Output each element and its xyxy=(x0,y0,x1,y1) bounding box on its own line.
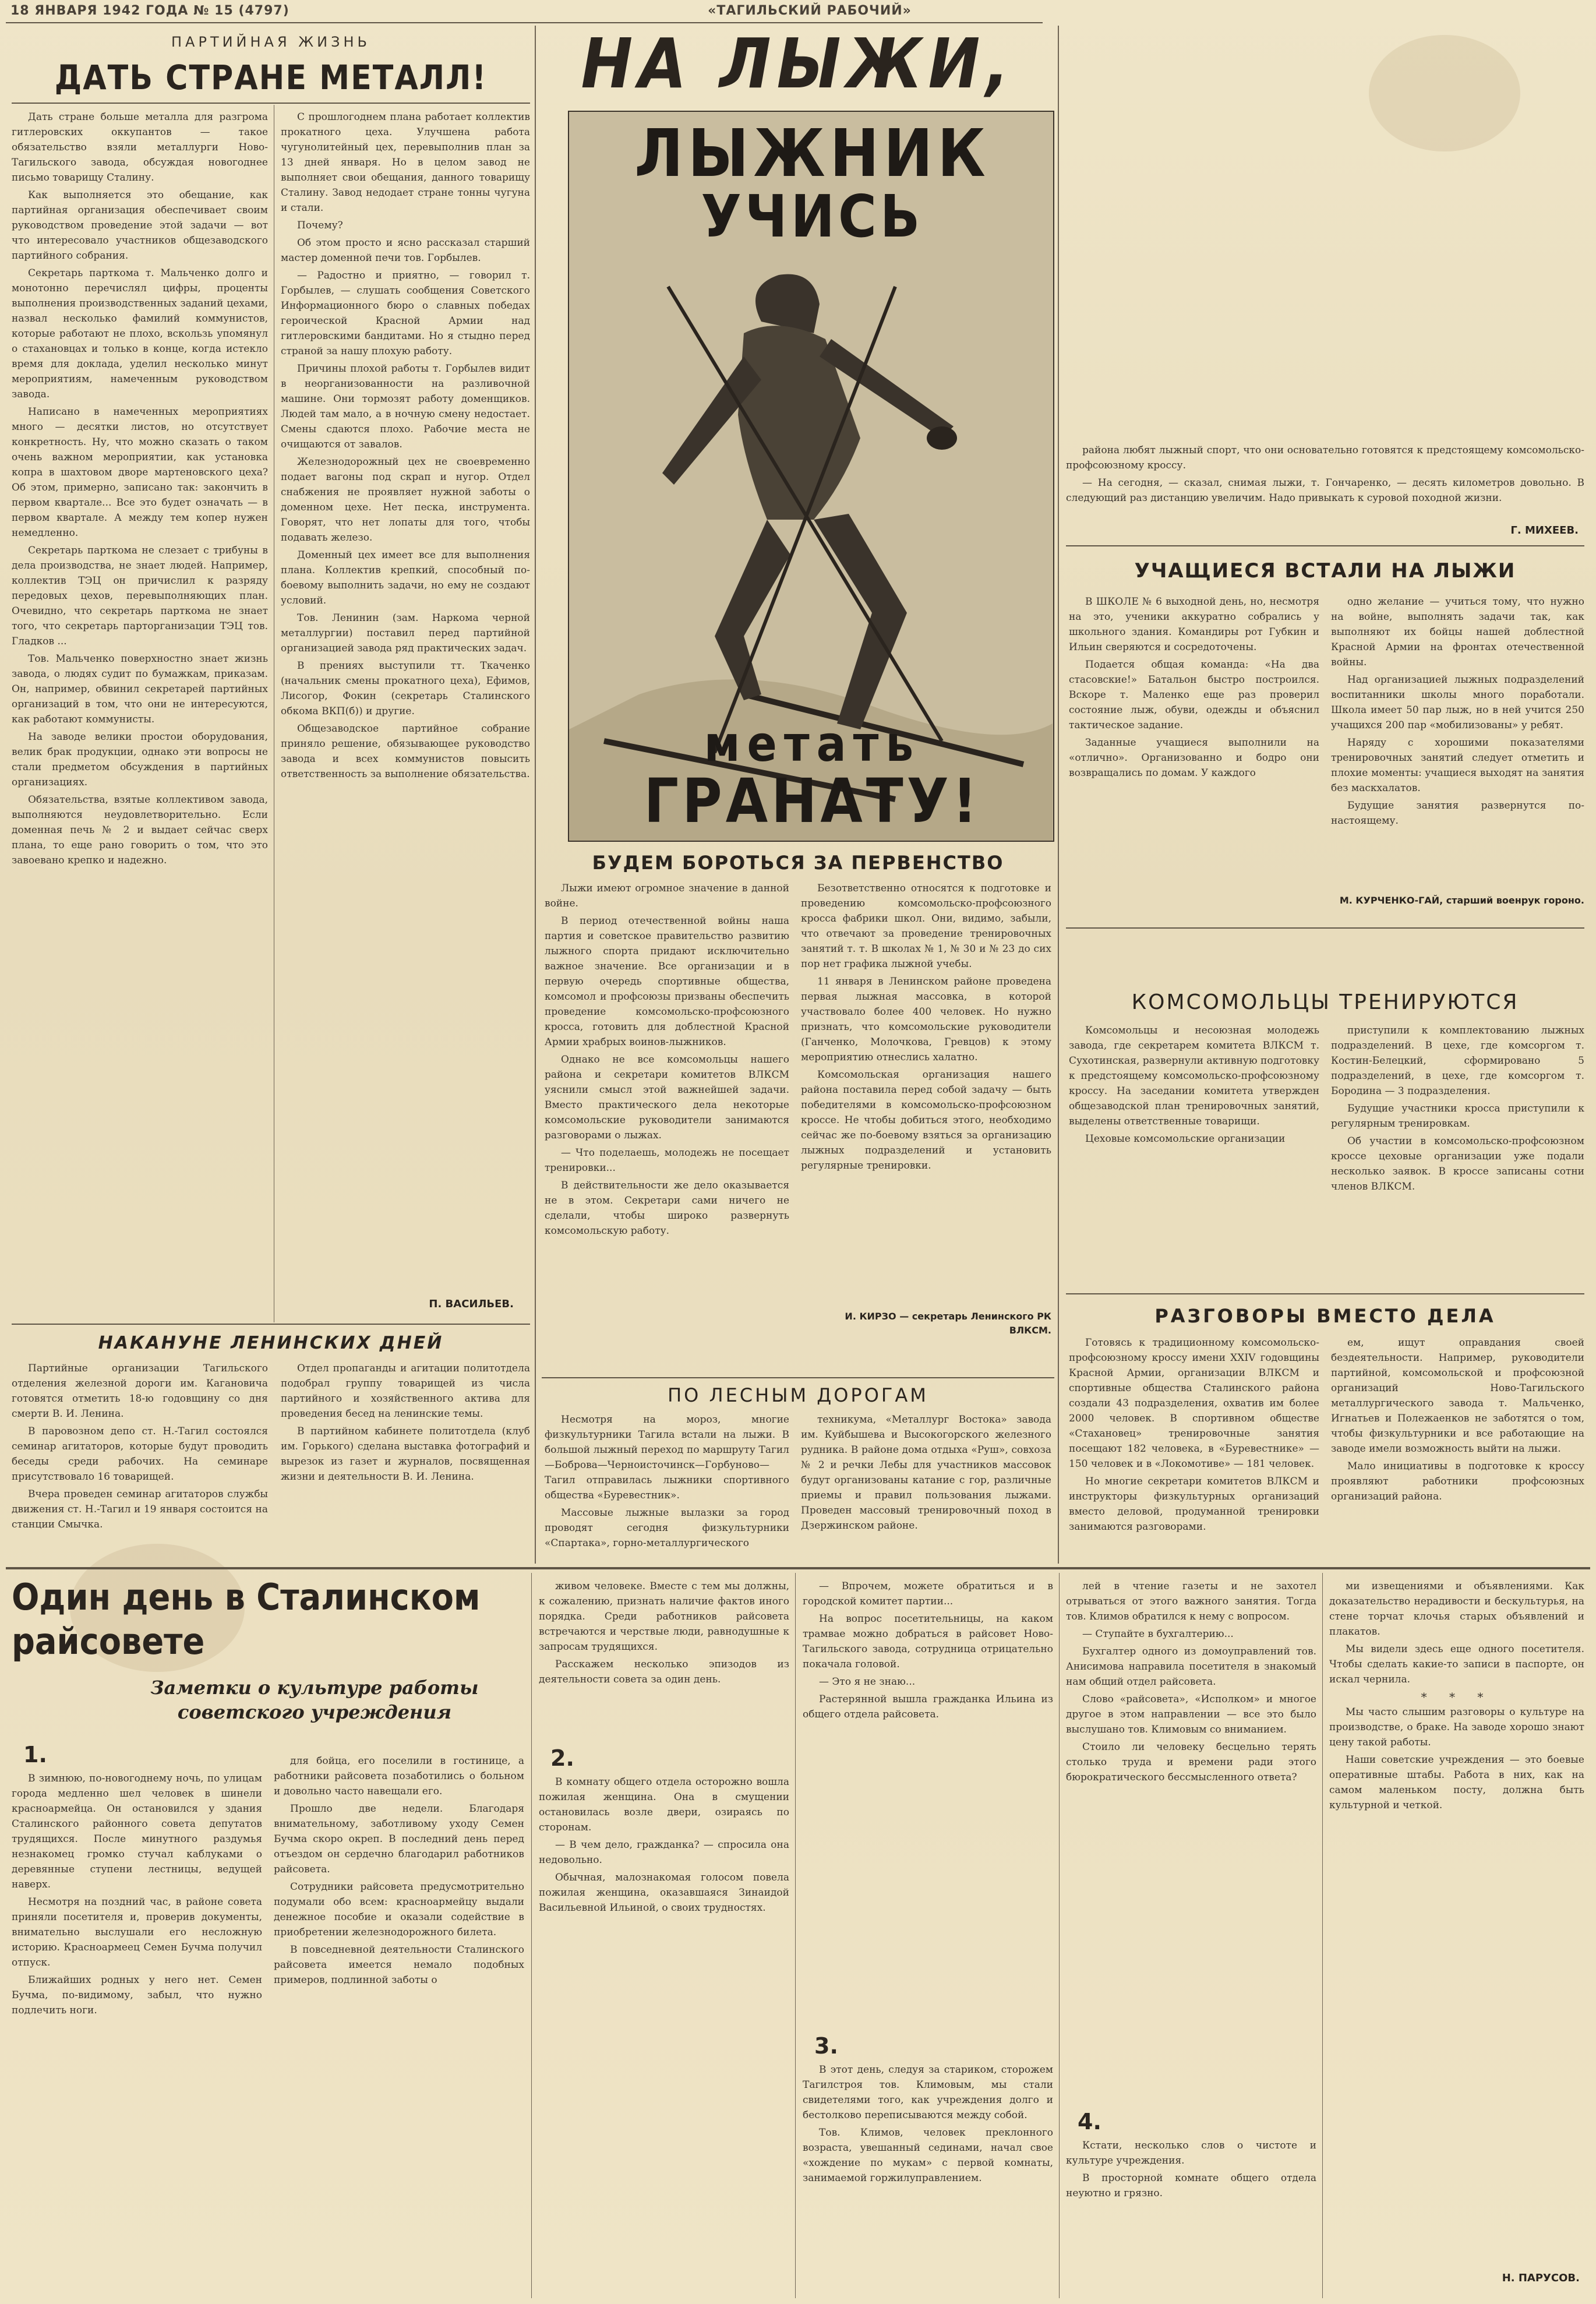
paragraph: На вопрос посетительницы, на каком трамвае можно добраться в райсовет Ново-Тагильского завода, сотрудница отрицательно покачала головой. xyxy=(803,1613,1053,1670)
paragraph: Секретарь парткома т. Мальченко долго и монотонно перечислял цифры, проценты выполнения производственных заданий цехами, назвал несколько фамилий коммунистов, которые работают не плохо, вскользь упомянул о стахановцах и только в конце, когда истекло время для доклада, уделил несколько минут мероприятиям, намеченным руководством завода. xyxy=(12,267,268,400)
article-subtitle-sovet: Заметки о культуре работы советского учреждения xyxy=(150,1677,479,1723)
article-right-continuation xyxy=(1066,443,1584,518)
column-rule xyxy=(531,1573,532,2298)
article-sovet-col1 xyxy=(12,1771,262,2298)
paragraph: техникума, «Металлург Востока» завода им. Куйбышева и Высокогорского железного рудника. В районе дома отдыха «Руш», совхоза № 2 и речки Лебы для участников массовок будут организованы катание с гор, различные приемы и правил пользования лыжами. Проведен массовый тренировочный поход в Дзержинском районе. xyxy=(801,1414,1051,1532)
paragraph: Мы часто слышим разговоры о культуре на производстве, о браке. На заводе хорошо знают цену такой работы. xyxy=(1329,1706,1584,1748)
paragraph: Будущие участники кросса приступили к регулярным тренировкам. xyxy=(1331,1103,1584,1130)
paragraph: Как выполняется это обещание, как партийная организация обеспечивает своим руководством проведение этой задачи — вот что интересовало участников общезаводского партийного собрания. xyxy=(12,189,268,262)
article-metal-col2 xyxy=(281,110,530,1286)
paragraph: В прениях выступили тт. Ткаченко (начальник смены прокатного цеха), Ефимов, Лисогор, Фокин (секретарь Сталинского обкома ВКП(б)) и другие. xyxy=(281,660,530,717)
paragraph: В повседневной деятельности Сталинского райсовета имеется немало подобных примеров, подлинной заботы о xyxy=(274,1944,524,1986)
article-sovet-col6 xyxy=(1329,1579,1584,2260)
paragraph: Готовясь к традиционному комсомольско-профсоюзному кроссу имени XXIV годовщины Красной Армии, организации ВЛКСМ и спортивные общества Сталинского района создали 43 подразделения, охватив им более 2000 человек. В спортивном обществе «Стахановец» тренировочные занятия посещают 182 человека, в «Буревестнике» — 150 человек и в «Локомотиве» — 181 человек. xyxy=(1069,1337,1319,1470)
article-sovet-col5 xyxy=(1066,1579,1316,2103)
title-rule xyxy=(12,103,530,104)
paragraph: Почему? xyxy=(297,220,343,231)
article-sovet-col5-bottom xyxy=(1066,2138,1316,2298)
paragraph: Причины плохой работы т. Горбылев видит в неорганизованности на разливочной машине. Они тормозят работу доменщиков. Людей там мало, а в ночную смену недостает. Смены сдаются плохо. Рабочие места не очищаются от завалов. xyxy=(281,363,530,450)
paragraph: В комнату общего отдела осторожно вошла пожилая женщина. Она в смущении остановилась возле двери, озираясь по сторонам. xyxy=(539,1776,789,1833)
paragraph: В паровозном депо ст. Н.-Тагил состоялся семинар агитаторов, которые будут проводить беседы среди рабочих. На семинаре присутствовало 16 товарищей. xyxy=(12,1426,268,1483)
section-rule xyxy=(542,1377,1054,1378)
poster-line-learn: УЧИСЬ xyxy=(701,182,924,250)
paragraph: Цеховые комсомольские организации xyxy=(1085,1133,1286,1145)
paragraph: Вчера проведен семинар агитаторов службы движения ст. Н.-Тагил и 19 января состоится на станции Смычка. xyxy=(12,1488,268,1530)
article-title-talk: РАЗГОВОРЫ ВМЕСТО ДЕЛА xyxy=(1154,1305,1496,1327)
paragraph: Несмотря на мороз, многие физкультурники Тагила встали на лыжи. В большой лыжный переход по маршруту Тагил—Боброва—Черноисточинск—Горбуново—Тагил отправилась лыжники спортивного общества «Буревестник». xyxy=(545,1414,789,1501)
paragraph: На заводе велики простои оборудования, велик брак продукции, однако эти вопросы не стали предметом обсуждения в партийных организациях. xyxy=(12,731,268,788)
paragraph: — Ступайте в бухгалтерию... xyxy=(1082,1628,1234,1640)
article-lenin-col2 xyxy=(281,1361,530,1559)
paragraph: — Это я не знаю... xyxy=(819,1676,916,1688)
article-metal-col1 xyxy=(12,110,268,1315)
paragraph: приступили к комплектованию лыжных подразделений. В цехе, где комсоргом т. Костин-Белецкий, сформировано 5 подразделений, в цехе, где комсоргом т. Бородина — 3 подразделения. xyxy=(1331,1025,1584,1097)
article-first-col1 xyxy=(545,881,789,1376)
article-forest-col1 xyxy=(545,1412,789,1558)
paragraph: Бухгалтер одного из домоуправлений тов. Анисимова направила посетителя в знакомый нам общий отдел райсовета. xyxy=(1066,1646,1316,1688)
column-rule xyxy=(1059,1573,1060,2298)
signature-mikheev: Г. МИХЕЕВ. xyxy=(1510,524,1579,537)
article-title-sovet: Один день в Сталинском райсовете xyxy=(12,1576,481,1663)
paper-name: «ТАГИЛЬСКИЙ РАБОЧИЙ» xyxy=(708,3,912,18)
poster-line-throw: метать xyxy=(704,715,921,772)
paragraph: Мы видели здесь еще одного посетителя. Чтобы сделать какие-то записи в паспорте, он искал чернила. xyxy=(1329,1643,1584,1685)
article-sovet-col3 xyxy=(539,1774,789,2298)
paragraph: Наряду с хорошими показателями тренировочных занятий следует отметить и плохие моменты: учащиеся выходят на занятия без маскхалатов. xyxy=(1331,737,1584,794)
paragraph: ем, ищут оправдания своей бездеятельности. Например, руководители партийной, комсомольской и профсоюзной организаций Ново-Тагильского металлургического завода т. Мальченко, Игнатьев и Полежаенков не заботятся о том, чтобы физкультурники и все работающие на заводе имели возможность выйти на лыжи. xyxy=(1331,1337,1584,1455)
paragraph: живом человеке. Вместе с тем мы должны, к сожалению, признать наличие фактов иного порядка. Среди работников райсовета встречаются и черствые люди, равнодушные к запросам трудящихся. xyxy=(539,1580,789,1653)
paragraph: Несмотря на поздний час, в районе совета приняли посетителя и, проверив документы, внимательно выслушали его несложную историю. Красноармеец Семен Бучма получил отпуск. xyxy=(12,1896,262,1968)
signature-parusov: Н. ПАРУСОВ. xyxy=(1502,2272,1580,2284)
paragraph: — В чем дело, гражданка? — спросила она недовольно. xyxy=(539,1839,789,1866)
article-forest-col2 xyxy=(801,1412,1051,1558)
paragraph: Дать стране больше металла для разгрома гитлеровских оккупантов — такое обязательство взяли металлурги Ново-Тагильского завода, обсуждая новогоднее письмо товарищу Сталину. xyxy=(12,111,268,184)
article-komsomol-col1 xyxy=(1069,1023,1319,1303)
signature-kurchenko: М. КУРЧЕНКО-ГАЙ, старший военрук гороно. xyxy=(1339,895,1584,906)
rubric-party-life: ПАРТИЙНАЯ ЖИЗНЬ xyxy=(171,34,370,50)
paragraph: В ШКОЛЕ № 6 выходной день, но, несмотря на это, ученики аккуратно собрались у школьного здания. Командиры рот Губкин и Ильин сверяются и сосредоточены. xyxy=(1069,596,1319,653)
paragraph: В просторной комнате общего отдела неуютно и грязно. xyxy=(1066,2172,1316,2199)
section-number-1: 1. xyxy=(23,1742,47,1767)
article-sovet-col3-top xyxy=(539,1579,789,1736)
section-number-3: 3. xyxy=(814,2033,838,2059)
article-sovet-col4-bottom xyxy=(803,2062,1053,2298)
paper-stain xyxy=(1369,35,1520,151)
paragraph: В действительности же дело оказывается не в этом. Секретари сами ничего не сделали, чтобы широко развернуть комсомольскую работу. xyxy=(545,1180,789,1237)
article-sovet-col2 xyxy=(274,1753,524,2298)
paragraph: Тов. Мальченко поверхностно знает жизнь завода, о людях судит по бумажкам, приказам. Он, например, обвинил секретарей партийных организаций в том, что они не интересуются, как работают коммунисты. xyxy=(12,653,268,725)
paragraph: — Что поделаешь, молодежь не посещает тренировки... xyxy=(545,1147,789,1174)
section-rule xyxy=(12,1324,530,1325)
article-title-metal: ДАТЬ СТРАНЕ МЕТАЛЛ! xyxy=(54,58,488,97)
section-number-2: 2. xyxy=(550,1745,574,1771)
section-rule xyxy=(1066,1293,1584,1294)
paragraph: Лыжи имеют огромное значение в данной войне. xyxy=(545,883,789,909)
section-number-4: 4. xyxy=(1078,2109,1101,2134)
paragraph: Ближайших родных у него нет. Семен Бучма, по-видимому, забыл, что нужно подлечить ноги. xyxy=(12,1974,262,2016)
paragraph: Растерянной вышла гражданка Ильина из общего отдела райсовета. xyxy=(803,1693,1053,1720)
poster-headline: НА ЛЫЖИ, xyxy=(581,23,1015,104)
paragraph: для бойца, его поселили в гостинице, а работники райсовета позаботились о больном и довольно часто навещали его. xyxy=(274,1755,524,1797)
paragraph: В период отечественной войны наша партия и советское правительство развитию лыжного спорта придают исключительно важное значение. Все организации и в первую очередь спортивные общества, комсомол и профсоюзы призваны обеспечить проведение комсомольско-профсоюзного кросса, готовить для доблестной Красной Армии храбрых воинов-лыжников. xyxy=(545,915,789,1048)
article-title-komsomol: КОМСОМОЛЬЦЫ ТРЕНИРУЮТСЯ xyxy=(1131,990,1519,1014)
paragraph: Будущие занятия развернутся по-настоящему. xyxy=(1331,800,1584,827)
section-rule xyxy=(1066,545,1584,546)
paragraph: района любят лыжный спорт, что они основательно готовятся к предстоящему комсомольско-профсоюзному кроссу. xyxy=(1066,444,1584,471)
signature-kirzo: И. КИРЗО — секретарь Ленинского РК ВЛКСМ. xyxy=(845,1311,1051,1336)
paragraph: ми извещениями и объявлениями. Как доказательство нерадивости и бескультурья, на стене торчат клочья старых объявлений и плакатов. xyxy=(1329,1580,1584,1638)
paragraph: В этот день, следуя за стариком, сторожем Тагилстроя тов. Климовым, мы стали свидетелями того, как учреждения долго и бестолково переписываются между собой. xyxy=(803,2064,1053,2121)
paragraph: В партийном кабинете политотдела (клуб им. Горького) сделана выставка фотографий и вырезок из газет и журналов, посвященная жизни и деятельности В. И. Ленина. xyxy=(281,1426,530,1483)
paragraph: Над организацией лыжных подразделений воспитанники школы много поработали. Школа имеет 50 пар лыж, но в ней учится 250 учащихся 200 пар «мобилизованы» у ребят. xyxy=(1331,674,1584,731)
article-komsomol-col2 xyxy=(1331,1023,1584,1303)
article-talk-col1 xyxy=(1069,1335,1319,1562)
article-title-forest: ПО ЛЕСНЫМ ДОРОГАМ xyxy=(668,1384,928,1406)
paragraph: Безответственно относятся к подготовке и проведению комсомольско-профсоюзного кросса фабрики школ. Они, видимо, забыли, что отвечают за проведение тренировочных занятий т. т. В школах № 1, № 30 и № 23 до сих пор нет графика лыжной учебы. xyxy=(801,883,1051,970)
paragraph: Тов. Ленинин (зам. Наркома черной металлургии) поставил перед партийной организацией завода ряд практических задач. xyxy=(281,612,530,654)
article-talk-col2 xyxy=(1331,1335,1584,1562)
paragraph: Наши советские учреждения — это боевые оперативные штабы. Работа в них, как на самом маленьком посту, должна быть культурной и четкой. xyxy=(1329,1754,1584,1811)
paragraph: С прошлогоднем плана работает коллектив прокатного цеха. Улучшена работа чугунолитейный цех, перевыполнив план за 13 дней января. Но в целом завод не выполняет свои обещания, данного товарищу Сталину. Завод недодает стране тонны чугуна и стали. xyxy=(281,111,530,214)
paragraph: Доменный цех имеет все для выполнения плана. Коллектив крепкий, способный по-боевому выполнить задачи, но ему не создают условий. xyxy=(281,549,530,606)
column-rule xyxy=(1322,1573,1323,2298)
paragraph: Написано в намеченных мероприятиях много — десятки листов, но отсутствует конкретность. Ну, что можно сказать о таком очень важном мероприятии, как установка копра в шахтовом дворе мартеновского цеха? Об этом, примерно, записано так: закончить в первом квартале... Все это будет означать — в первом квартале. А между тем копер нужен немедленно. xyxy=(12,406,268,539)
article-title-lenin: НАКАНУНЕ ЛЕНИНСКИХ ДНЕЙ xyxy=(98,1333,444,1353)
paragraph: Однако не все комсомольцы нашего района и секретари комитетов ВЛКСМ уяснили смысл этой важнейшей задачи. Вместо практического дела некоторые комсомольские руководители занимаются разговорами о лыжах. xyxy=(545,1054,789,1141)
paragraph: Об этом просто и ясно рассказал старший мастер доменной печи тов. Горбылев. xyxy=(281,237,530,264)
article-students-col2 xyxy=(1331,594,1584,885)
issue-date: 18 ЯНВАРЯ 1942 ГОДА № 15 (4797) xyxy=(10,3,289,18)
paragraph: Но многие секретари комитетов ВЛКСМ и инструкторы физкультурных организаций вместо деловой, продуманной тренировки занимаются разговорами. xyxy=(1069,1476,1319,1533)
column-rule xyxy=(1058,26,1059,1564)
paragraph: — Впрочем, можете обратиться и в городской комитет партии... xyxy=(803,1580,1053,1607)
article-title-first: БУДЕМ БОРОТЬСЯ ЗА ПЕРВЕНСТВО xyxy=(592,852,1004,874)
poster-line-skier: ЛЫЖНИК xyxy=(634,116,990,192)
paragraph: Общезаводское партийное собрание приняло решение, обязывающее руководство завода и всех коммунистов повысить ответственность за выполнение обязательства. xyxy=(281,723,530,780)
paragraph: — На сегодня, — сказал, снимая лыжи, т. Гончаренко, — десять километров довольно. В следующий раз дистанцию увеличим. Надо привыкать к суровой походной жизни. xyxy=(1066,477,1584,504)
article-students-col1 xyxy=(1069,594,1319,920)
article-title-students: УЧАЩИЕСЯ ВСТАЛИ НА ЛЫЖИ xyxy=(1134,559,1516,583)
paragraph: одно желание — учиться тому, что нужно на войне, выполнять задачи так, как выполняют их бойцы нашей доблестной Красной Армии на фронтах отечественной войны. xyxy=(1331,596,1584,668)
paragraph: Обязательства, взятые коллективом завода, выполняются неудовлетворительно. Если доменная печь № 2 и выдает сейчас сверх плана, то еще рано говорить о том, что это завоевано крепко и надежно. xyxy=(12,794,268,866)
paragraph: Секретарь парткома не слезает с трибуны в дела производства, не знает людей. Например, коллектив ТЭЦ он причислил к разряду передовых цехов, перевыполняющих план. Очевидно, что секретарь парткома не знает того, что секретарь парторганизации ТЭЦ тов. Гладков ... xyxy=(12,545,268,647)
paragraph: Тов. Климов, человек преклонного возраста, увешанный сединами, начал свое «хождение по мукам» с первой комнаты, занимаемой горжилуправлением. xyxy=(803,2127,1053,2184)
paragraph: Отдел пропаганды и агитации политотдела подобрал группу товарищей из числа партийного и хозяйственного актива для проведения бесед на ленинские темы. xyxy=(281,1363,530,1420)
paragraph: Слово «райсовета», «Исполком» и многое другое в этом направлении — все это было выслушано тов. Климовым со вниманием. xyxy=(1066,1693,1316,1735)
paragraph: Подается общая команда: «На два стасовские!» Батальон быстро построился. Вскоре т. Маленко еще раз проверил состояние лыж, обуви, одежды и объяснил тактическое задание. xyxy=(1069,659,1319,731)
bottom-section-rule xyxy=(6,1567,1590,1569)
poster-line-grenade: ГРАНАТУ! xyxy=(644,765,981,837)
paragraph: Железнодорожный цех не своевременно подает вагоны под скрап и нугор. Отдел снабжения не проявляет нужной заботы о доменном цехе. Нет песка, инструмента. Говорят, что нет лопаты для того, чтобы подавать железо. xyxy=(281,456,530,544)
signature-vasiliev: П. ВАСИЛЬЕВ. xyxy=(429,1298,514,1310)
paragraph: Расскажем несколько эпизодов из деятельности совета за один день. xyxy=(539,1659,789,1685)
paragraph: Стоило ли человеку бесцельно терять столько труда и времени ради этого бюрократического бессмысленного ответа? xyxy=(1066,1741,1316,1783)
paragraph: Мало инициативы в подготовке к кроссу проявляют работники профсоюзных организаций района. xyxy=(1331,1460,1584,1502)
paragraph: Прошло две недели. Благодаря внимательному, заботливому уходу Семен Бучма скоро окреп. В последний день перед отъездом он сердечно благодарил работников райсовета. xyxy=(274,1803,524,1875)
paragraph: Сотрудники райсовета предусмотрительно подумали обо всем: красноармейцу выдали денежное пособие и оказали содействие в приобретении железнодорожного билета. xyxy=(274,1881,524,1938)
paragraph: Обычная, малознакомая голосом повела пожилая женщина, оказавшаяся Зинаидой Васильевной Ильиной, о своих трудностях. xyxy=(539,1872,789,1914)
column-rule xyxy=(535,26,536,1564)
paragraph: Комсомольская организация нашего района поставила перед собой задачу — быть победителями в комсомольско-профсоюзном кроссе. Не чтобы добиться этого, необходимо сейчас же по-боевому взяться за организацию лыжных подразделений и установить регулярные тренировки. xyxy=(801,1069,1051,1172)
paragraph: Массовые лыжные вылазки за город проводят сегодня физкультурники «Спартака», горно-металлургического xyxy=(545,1507,789,1549)
article-sovet-col4 xyxy=(803,1579,1053,2027)
column-rule xyxy=(795,1573,796,2298)
paragraph: 11 января в Ленинском районе проведена первая лыжная массовка, в которой участвовало более 400 человек. Но нужно признать, что комсомольские руководители (Ганченко, Молочкова, Гревцов) к этому мероприятию отнеслись халатно. xyxy=(801,976,1051,1063)
paragraph: Об участии в комсомольско-профсоюзном кроссе цеховые организации уже подали несколько заявок. В кроссе записаны сотни членов ВЛКСМ. xyxy=(1331,1135,1584,1192)
paragraph: Кстати, несколько слов о чистоте и культуре учреждения. xyxy=(1066,2140,1316,2167)
ski-poster xyxy=(568,111,1054,842)
paragraph: Комсомольцы и несоюзная молодежь завода, где секретарем комитета ВЛКСМ т. Сухотинская, развернули активную подготовку к предстоящему комсомольско-профсоюзному кроссу. На заседании комитета утвержден общезаводской план тренировочных занятий, выделены ответственные товарищи. xyxy=(1069,1025,1319,1127)
paragraph: Заданные учащиеся выполнили на «отлично». Организованно и бодро они возвращались по домам. У каждого xyxy=(1069,737,1319,779)
paragraph: Партийные организации Тагильского отделения железной дороги им. Кагановича готовятся отметить 18-ю годовщину со дня смерти В. И. Ленина. xyxy=(12,1363,268,1420)
article-first-col2 xyxy=(801,881,1051,1300)
paragraph: В зимнюю, по-новогоднему ночь, по улицам города медленно шел человек в шинели красноармейца. Он остановился у здания Сталинского районного совета депутатов трудящихся. После минутного раздумья незнакомец громко стучал каблуками о деревянные ступени лестницы, ведущей наверх. xyxy=(12,1773,262,1890)
section-stars: * * * xyxy=(1421,1690,1493,1704)
section-rule xyxy=(1066,927,1584,929)
paragraph: лей в чтение газеты и не захотел отрываться от этого важного занятия. Тогда тов. Климов обратился к нему с вопросом. xyxy=(1066,1580,1316,1622)
article-lenin-col1 xyxy=(12,1361,268,1559)
paragraph: — Радостно и приятно, — говорил т. Горбылев, — слушать сообщения Советского Информационного бюро о славных победах героической Красной Армии над гитлеровскими бандитами. Но я стыдно перед страной за нашу плохую работу. xyxy=(281,270,530,357)
